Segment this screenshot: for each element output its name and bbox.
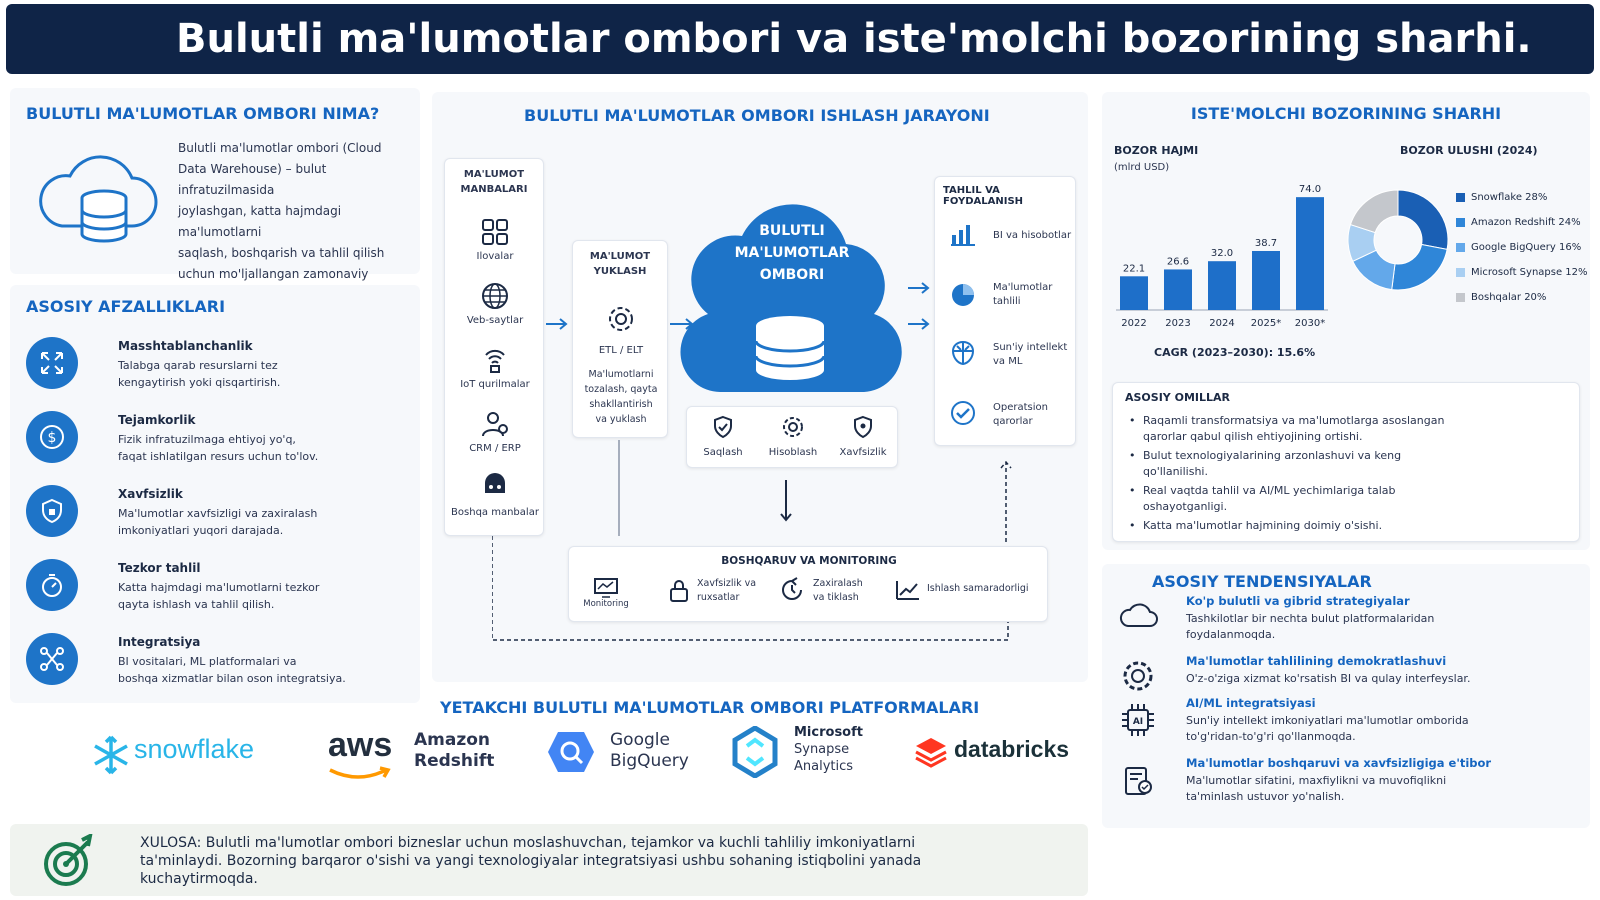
stopwatch-icon <box>26 559 78 611</box>
storage-shield-icon <box>711 415 735 439</box>
legend-label: Boshqalar 20% <box>1471 292 1547 303</box>
aws-smile-icon <box>328 766 392 782</box>
trend-title: Ma'lumotlar tahlilining demokratlashuvi <box>1186 654 1447 668</box>
shield-icon <box>26 485 78 537</box>
conclusion-panel <box>10 824 1088 896</box>
title-bar <box>6 4 1594 74</box>
etl-description: Ma'lumotlarni tozalash, qayta shakllantirish va yuklash <box>584 369 658 425</box>
bar-2023 <box>1164 269 1192 310</box>
trend-desc: O'z-o'ziga xizmat ko'rsatish BI va qulay interfeyslar. <box>1186 672 1471 685</box>
network-icon <box>26 633 78 685</box>
advantage-title: Integratsiya <box>118 635 201 649</box>
check-circle-icon <box>949 399 977 427</box>
market-size-title: BOZOR HAJMI <box>1114 144 1199 157</box>
legend-item <box>1456 217 1588 228</box>
apps-icon <box>480 217 510 247</box>
trend-desc: Tashkilotlar bir nechta bulut platformalaridan foydalanmoqda. <box>1186 612 1435 641</box>
legend-item <box>1456 267 1588 278</box>
legend-item <box>1456 242 1588 253</box>
ai-chip-icon <box>1120 702 1156 738</box>
market-panel <box>1102 92 1590 550</box>
target-icon <box>42 834 96 888</box>
cloud-features-card <box>686 406 898 468</box>
backup-restore-icon <box>779 577 805 603</box>
bar-chart-icon <box>949 221 977 247</box>
legend-label: Microsoft Synapse 12% <box>1471 267 1588 278</box>
what-is-text <box>178 138 418 306</box>
legend-swatch <box>1456 268 1465 277</box>
cloud-icon <box>1118 600 1158 630</box>
slice-amazon-redshift <box>1392 244 1447 290</box>
svg-text:$: $ <box>47 430 57 446</box>
advantages-panel <box>10 285 420 703</box>
what-is-panel <box>10 88 420 281</box>
x-tick-label: 2022 <box>1121 318 1147 329</box>
what-is-heading: BULUTLI MA'LUMOTLAR OMBORI NIMA? <box>26 104 380 123</box>
analysis-label: Sun'iy intellekt va ML <box>993 342 1068 367</box>
legend-label: Amazon Redshift 24% <box>1471 217 1581 228</box>
page-title: Bulutli ma'lumotlar ombori va iste'molchi bozorining sharhi. <box>176 16 1532 62</box>
trends-panel <box>1102 564 1590 828</box>
legend-item <box>1456 192 1588 203</box>
x-tick-label: 2030* <box>1294 318 1326 329</box>
process-heading: BULUTLI MA'LUMOTLAR OMBORI ISHLASH JARAYONI <box>524 106 990 125</box>
etl-gear-icon <box>605 303 637 335</box>
trend-desc: Sun'iy intellekt imkoniyatlari ma'lumotlar omborida to'g'ridan-to'g'ri qo'llanmoqda. <box>1186 714 1469 743</box>
advantage-title: Tezkor tahlil <box>118 561 201 575</box>
aws-logo: aws <box>328 726 393 764</box>
down-arrow-icon <box>780 480 792 524</box>
source-label: Veb-saytlar <box>466 315 524 326</box>
driver-item: • Katta ma'lumotlar hajmining doimiy o'sishi. <box>1127 518 1567 534</box>
feature-label: Xavfsizlik <box>839 447 887 458</box>
platforms-heading: YETAKCHI BULUTLI MA'LUMOTLAR OMBORI PLATFORMALARI <box>440 698 980 717</box>
flow-arrow-icon <box>546 318 570 330</box>
monitoring-label: Zaxiralash va tiklash <box>813 578 863 603</box>
governance-icon <box>1120 762 1156 798</box>
cloud-database-icon <box>32 146 162 246</box>
snowflake-logo: snowflake <box>134 734 255 764</box>
svg-text:AI: AI <box>1132 717 1144 727</box>
trend-title: AI/ML integratsiyasi <box>1186 696 1316 710</box>
platforms-row <box>10 722 1088 808</box>
market-size-chart <box>1112 180 1342 336</box>
legend-item <box>1456 292 1588 303</box>
analysis-label: BI va hisobotlar <box>993 230 1072 241</box>
drivers-heading: ASOSIY OMILLAR <box>1125 391 1230 404</box>
monitoring-heading: BOSHQARUV VA MONITORING <box>721 555 897 567</box>
pie-chart-icon <box>949 281 977 309</box>
etl-label: ETL / ELT <box>598 345 644 356</box>
analysis-card <box>934 176 1076 446</box>
advantages-heading: ASOSIY AFZALLIKLARI <box>26 297 226 316</box>
what-is-line: joylashgan, katta hajmdagi ma'lumotlarni <box>178 204 342 239</box>
advantage-title: Xavfsizlik <box>118 487 183 501</box>
legend-swatch <box>1456 193 1465 202</box>
databricks-logo-icon <box>914 736 948 770</box>
dollar-icon <box>26 411 78 463</box>
analysis-heading: TAHLIL VA FOYDALANISH <box>943 185 1024 207</box>
trend-title: Ma'lumotlar boshqaruvi va xavfsizligiga e'tibor <box>1186 756 1492 770</box>
legend-swatch <box>1456 293 1465 302</box>
bar-2030* <box>1296 197 1324 310</box>
legend-label: Snowflake 28% <box>1471 192 1548 203</box>
legend-label: Google BigQuery 16% <box>1471 242 1582 253</box>
analysis-label: Operatsion qarorlar <box>993 402 1048 427</box>
feature-label: Hisoblash <box>768 447 818 458</box>
aws-redshift-label: Amazon Redshift <box>414 730 495 771</box>
bar-value-label: 26.6 <box>1166 256 1190 268</box>
load-card <box>572 240 668 438</box>
bigquery-label: Google BigQuery <box>610 730 689 771</box>
databricks-logo: databricks <box>954 736 1070 762</box>
brain-icon <box>949 339 977 367</box>
slice-snowflake <box>1398 190 1448 249</box>
advantage-desc: Katta hajmdagi ma'lumotlarni tezkor qayta ishlash va tahlil qilish. <box>118 581 320 611</box>
what-is-line: uchun mo'ljallangan zamonaviy <box>178 267 369 281</box>
load-heading: MA'LUMOT YUKLASH <box>589 251 651 277</box>
drivers-card <box>1112 382 1580 542</box>
driver-item: • Bulut texnologiyalarining arzonlashuvi va keng qo'llanilishi. <box>1127 448 1567 480</box>
compute-gear-icon <box>781 415 805 439</box>
other-sources-icon <box>480 473 510 503</box>
snowflake-logo-icon <box>90 734 132 776</box>
source-label: CRM / ERP <box>469 443 521 454</box>
iot-icon <box>480 345 510 375</box>
monitoring-card <box>568 546 1048 622</box>
monitor-screen-icon <box>593 577 619 599</box>
synapse-logo-icon <box>732 726 778 778</box>
advantage-title: Masshtablanchanlik <box>118 339 253 353</box>
cagr-label: CAGR (2023–2030): 15.6% <box>1154 346 1316 359</box>
market-share-chart <box>1346 188 1450 292</box>
x-tick-label: 2023 <box>1165 318 1191 329</box>
source-label: IoT qurilmalar <box>460 379 530 390</box>
sources-card <box>444 158 544 536</box>
bar-2022 <box>1120 276 1148 310</box>
bar-value-label: 38.7 <box>1254 237 1278 249</box>
security-shield-icon <box>851 415 875 439</box>
analysis-label: Ma'lumotlar tahlili <box>993 282 1053 307</box>
monitoring-label: Xavfsizlik va ruxsatlar <box>697 578 757 603</box>
advantage-desc: Fizik infratuzilmaga ehtiyoj yo'q, faqat ishlatilgan resurs uchun to'lov. <box>118 433 319 463</box>
advantage-desc: BI vositalari, ML platformalari va boshqa xizmatlar bilan oson integratsiya. <box>118 655 346 685</box>
globe-icon <box>480 281 510 311</box>
bar-value-label: 32.0 <box>1210 248 1234 260</box>
monitoring-label: Ishlash samaradorligi <box>927 583 1029 594</box>
source-label: Boshqa manbalar <box>451 507 539 518</box>
monitoring-label: Monitoring <box>583 599 629 609</box>
lock-user-icon <box>667 577 691 603</box>
trend-desc: Ma'lumotlar sifatini, maxfiylikni va muvofiqlikni ta'minlash ustuvor yo'nalish. <box>1186 774 1447 803</box>
legend-swatch <box>1456 243 1465 252</box>
connector-line <box>618 440 620 536</box>
what-is-line: Data Warehouse) – bulut infratuzilmasida <box>178 162 327 197</box>
bar-2025* <box>1252 251 1280 310</box>
bar-value-label: 74.0 <box>1298 184 1322 196</box>
performance-chart-icon <box>895 579 921 601</box>
expand-icon <box>26 337 78 389</box>
drivers-list <box>1127 413 1567 534</box>
market-share-legend <box>1456 192 1588 317</box>
advantage-title: Tejamkorlik <box>118 413 196 427</box>
what-is-line: Bulutli ma'lumotlar ombori (Cloud <box>178 141 382 155</box>
conclusion-text: XULOSA: Bulutli ma'lumotlar ombori bizneslar uchun moslashuvchan, tejamkor va kuchli tahliliy imkoniyatlarni ta'minlaydi. Bozorning barqaror o'sishi va yangi texnologiyalar integratsiyasi ushbu sohaning istiqbolini yanada kuchaytirmoqda. <box>140 835 922 887</box>
market-heading: ISTE'MOLCHI BOZORINING SHARHI <box>1190 104 1502 123</box>
x-tick-label: 2025* <box>1250 318 1282 329</box>
driver-item: • Real vaqtda tahlil va AI/ML yechimlariga talab oshayotganligi. <box>1127 483 1567 515</box>
slice-boshqalar <box>1350 190 1398 233</box>
advantage-desc: Talabga qarab resurslarni tez kengaytirish yoki qisqartirish. <box>118 359 281 389</box>
bar-2024 <box>1208 261 1236 310</box>
process-panel <box>432 92 1088 682</box>
sources-heading: MA'LUMOT MANBALARI <box>460 169 528 195</box>
bigquery-logo-icon <box>546 730 596 774</box>
flow-arrow-icon <box>908 318 932 330</box>
driver-item: • Raqamli transformatsiya va ma'lumotlarga asoslangan qarorlar qabul qilish ehtiyojining ortishi. <box>1127 413 1567 445</box>
what-is-line: saqlash, boshqarish va tahlil qilish <box>178 246 385 260</box>
advantage-desc: Ma'lumotlar xavfsizligi va zaxiralash imkoniyatlari yuqori darajada. <box>118 507 318 537</box>
market-size-unit: (mlrd USD) <box>1114 162 1170 173</box>
x-tick-label: 2024 <box>1209 318 1235 329</box>
legend-swatch <box>1456 218 1465 227</box>
market-share-title: BOZOR ULUSHI (2024) <box>1400 144 1538 157</box>
trends-heading: ASOSIY TENDENSIYALAR <box>1152 572 1372 591</box>
source-label: Ilovalar <box>476 251 514 262</box>
users-icon <box>480 409 510 439</box>
up-arrow-icon <box>1000 458 1012 542</box>
feature-label: Saqlash <box>703 447 743 458</box>
flow-arrow-icon <box>908 282 932 294</box>
trend-title: Ko'p bulutli va gibrid strategiyalar <box>1186 594 1410 608</box>
gear-icon <box>1120 658 1156 694</box>
cloud-label: BULUTLI MA'LUMOTLAR OMBORI <box>734 223 850 283</box>
bar-value-label: 22.1 <box>1122 263 1146 275</box>
synapse-label: Microsoft Synapse Analytics <box>794 725 863 774</box>
